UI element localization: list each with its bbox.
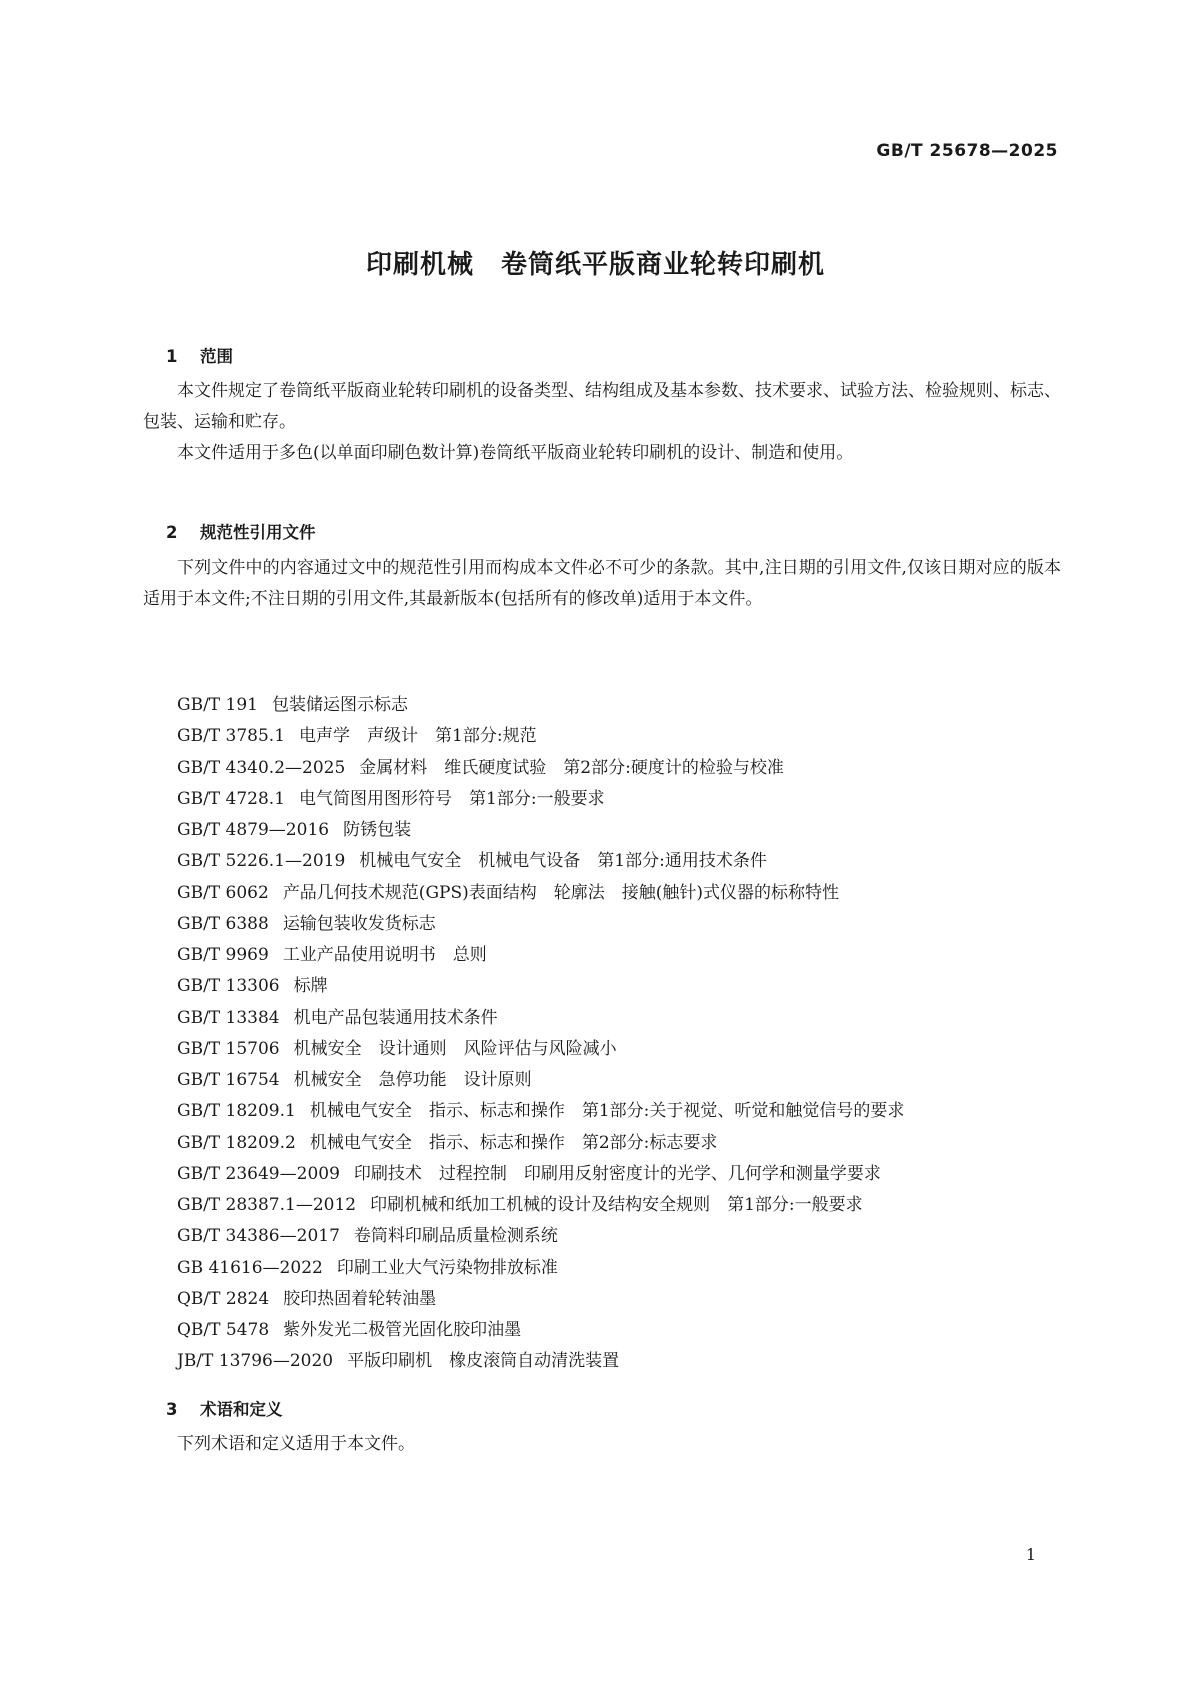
reference-item [177,815,904,846]
reference-item [177,784,904,815]
reference-code: GB/T 4879—2016 [177,820,330,840]
reference-item [177,1034,904,1065]
reference-item [177,753,904,784]
section-title: 规范性引用文件 [199,523,316,542]
terms-intro-paragraph: 下列术语和定义适用于本文件。 [177,1434,415,1454]
reference-code: GB/T 13306 [177,976,280,997]
reference-code: QB/T 2824 [177,1288,270,1309]
document-title: 印刷机械 卷筒纸平版商业轮转印刷机 [365,250,825,280]
reference-item [177,1315,904,1346]
reference-code: GB/T 6062 [177,882,269,903]
section-title: 术语和定义 [199,1400,283,1419]
reference-code: GB/T 3785.1 [177,726,286,747]
reference-title: 电气简图用图形符号 第1部分:一般要求 [299,788,605,809]
reference-title: 机械安全 急停功能 设计原则 [293,1070,532,1090]
reference-title: 平版印刷机 橡皮滚筒自动清洗装置 [347,1351,620,1372]
reference-code: GB/T 18209.2 [177,1132,296,1153]
reference-code: GB/T 28387.1—2012 [177,1195,357,1215]
reference-title: 机械电气安全 机械电气设备 第1部分:通用技术条件 [359,851,767,872]
reference-item [177,1190,904,1221]
reference-code: GB/T 4728.1 [177,788,286,809]
reference-item [177,1159,904,1190]
reference-item [177,1065,904,1096]
reference-title: 包装储运图示标志 [272,695,408,715]
reference-title: 工业产品使用说明书 总则 [282,945,487,965]
scope-paragraph-2: 本文件适用于多色(以单面印刷色数计算)卷筒纸平版商业轮转印刷机的设计、制造和使用。 [177,443,854,463]
reference-code: GB/T 4340.2—2025 [177,757,346,778]
document-number: GB/T 25678—2025 [876,141,1058,161]
reference-title: 胶印热固着轮转油墨 [283,1288,437,1309]
reference-item [177,721,904,752]
reference-title: 金属材料 维氏硬度试验 第2部分:硬度计的检验与校准 [359,757,784,778]
reference-list [177,690,904,1378]
reference-title: 机电产品包装通用技术条件 [293,1007,498,1028]
reference-item [177,690,904,721]
reference-code: GB/T 23649—2009 [177,1163,340,1184]
reference-code: GB/T 6388 [177,913,269,934]
reference-code: GB/T 34386—2017 [177,1226,340,1247]
reference-code: JB/T 13796—2020 [177,1351,334,1372]
reference-item [177,940,904,971]
reference-item [177,1253,904,1284]
reference-code: GB 41616—2022 [177,1257,323,1278]
reference-title: 紫外发光二极管光固化胶印油墨 [283,1320,522,1340]
reference-item [177,846,904,877]
reference-title: 运输包装收发货标志 [282,913,436,934]
reference-item [177,909,904,940]
reference-title: 标牌 [293,976,328,997]
reference-item [177,1003,904,1034]
section-number: 3 [165,1400,178,1419]
reference-item [177,1221,904,1252]
normative-references-intro: 下列文件中的内容通过文中的规范性引用而构成本文件必不可少的条款。其中,注日期的引用文件,仅该日期对应的版本适用于本文件;不注日期的引用文件,其最新版本(包括所有的修改单)适用于本文件。 [143,558,1061,609]
reference-title: 卷筒料印刷品质量检测系统 [353,1226,558,1247]
reference-item [177,1128,904,1159]
section-title: 范围 [199,347,233,366]
reference-title: 防锈包装 [343,820,412,840]
reference-code: QB/T 5478 [177,1320,270,1340]
reference-item [177,1346,904,1377]
reference-item [177,878,904,909]
reference-code: GB/T 18209.1 [177,1101,296,1122]
reference-title: 机械电气安全 指示、标志和操作 第1部分:关于视觉、听觉和触觉信号的要求 [309,1101,905,1122]
section-number: 2 [165,523,178,542]
reference-title: 印刷技术 过程控制 印刷用反射密度计的光学、几何学和测量学要求 [353,1163,881,1184]
reference-title: 电声学 声级计 第1部分:规范 [299,726,537,747]
reference-item [177,1284,904,1315]
reference-code: GB/T 9969 [177,945,269,965]
reference-code: GB/T 5226.1—2019 [177,851,346,872]
reference-code: GB/T 13384 [177,1007,280,1028]
reference-title: 产品几何技术规范(GPS)表面结构 轮廓法 接触(触针)式仪器的标称特性 [282,882,840,903]
reference-code: GB/T 16754 [177,1070,280,1090]
reference-title: 机械安全 设计通则 风险评估与风险减小 [293,1038,617,1059]
section-number: 1 [165,347,178,366]
reference-code: GB/T 191 [177,695,258,715]
reference-item [177,971,904,1002]
reference-title: 印刷机械和纸加工机械的设计及结构安全规则 第1部分:一般要求 [370,1195,863,1215]
reference-title: 印刷工业大气污染物排放标准 [336,1257,558,1278]
reference-title: 机械电气安全 指示、标志和操作 第2部分:标志要求 [309,1132,718,1153]
reference-code: GB/T 15706 [177,1038,280,1059]
page-number: 1 [1025,1545,1036,1564]
scope-paragraph-1: 本文件规定了卷筒纸平版商业轮转印刷机的设备类型、结构组成及基本参数、技术要求、试验方法、检验规则、标志、包装、运输和贮存。 [143,381,1061,432]
reference-item [177,1096,904,1127]
